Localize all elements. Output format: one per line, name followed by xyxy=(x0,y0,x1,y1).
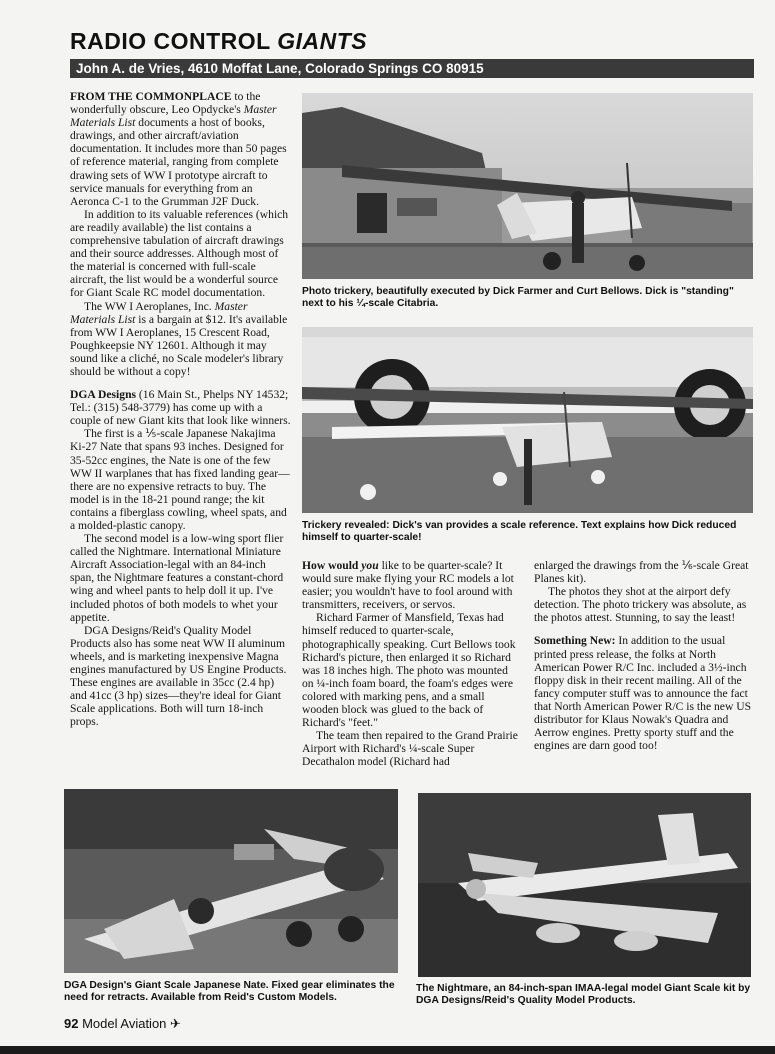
paragraph: The photos they shot at the airport defy detection. The photo trickery was absolute, as the photos attest. Stunning, to say the least! xyxy=(534,585,747,625)
photo-nate-image xyxy=(64,789,398,973)
photo-citabria-trickery xyxy=(302,93,753,279)
page-footer xyxy=(64,1016,181,1032)
paragraph: How would you like to be quarter-scale? It would sure make flying your RC models a lot easier; you wouldn't have to fool around with transmitters, receivers, or servos. xyxy=(302,559,514,612)
byline-bar xyxy=(70,59,754,78)
bottom-edge xyxy=(0,1046,775,1054)
paragraph: Something New: In addition to the usual printed press release, the folks at North American Power R/C Inc. included a 3½-inch floppy disk in their recent mailing. All of the fancy computer stuff was to announce the fact that North American Power R/C is the new US distributor for Klaus Nowak's Quadra and Aerrow engines. Pretty sporty stuff and the engines are darn good too! xyxy=(534,634,752,753)
photo-nakajima-nate xyxy=(64,789,398,973)
paragraph: Richard Farmer of Mansfield, Texas had himself reduced to quarter-scale, photographically speaking. Curt Bellows took Richard's picture, then enlarged it so Richard was 18 inches high. The photo was mounted on ¼-inch foam board, the foam's edges were colored with marking pens, and a small wooden block was glued to the back of Richard's "feet." xyxy=(302,611,516,730)
page-number: 92 xyxy=(64,1016,79,1031)
airplane-icon: ✈ xyxy=(170,1016,181,1031)
paragraph: The team then repaired to the Grand Prairie Airport with Richard's ¼-scale Super Decathalon model (Richard had xyxy=(302,729,518,769)
paragraph: The second model is a low-wing sport flier called the Nightmare. International Miniature Aircraft Association-legal with an 84-inch span, the Nightmare features a constant-chord wing and wheel pants to help doll it up. I've included photos of both models to whet your appetite. xyxy=(70,532,284,624)
title-main: RADIO CONTROL xyxy=(70,28,271,54)
paragraph: The WW I Aeroplanes, Inc. Master Materials List is a bargain at $12. It's available from WW I Aeroplanes, 15 Crescent Road, Poughkeepsie NY 12601. Although it may sound like a cliché, no Scale modeler's library should be without a copy! xyxy=(70,299,288,378)
photo-caption-van: Trickery revealed: Dick's van provides a scale reference. Text explains how Dick reduced himself to quarter-scale! xyxy=(302,520,737,543)
paragraph: In addition to its valuable references (which are readily available) the list contains a comprehensive tabulation of aircraft drawings and their source addresses. Although most of the material is concerned with full-scale aircraft, the list would be a wonderful source for Giant Scale RC model documentation. xyxy=(70,207,289,300)
paragraph: The first is a ⅕-scale Japanese Nakajima Ki-27 Nate that spans 93 inches. Designed for 35-52cc engines, the Nate is one of the few WW II warplanes that has fixed landing gear—there are no expensive retracts to buy. The model is in the 18-21 pound range; the kit contains a fiberglass cowling, wheel spats, and a molded-plastic canopy. xyxy=(70,427,290,532)
magazine-name: Model Aviation xyxy=(82,1016,167,1031)
left-column xyxy=(70,90,292,729)
title-italic: GIANTS xyxy=(277,28,368,54)
paragraph: enlarged the drawings from the ⅙-scale Great Planes kit). xyxy=(534,559,749,586)
photo-caption-citabria: Photo trickery, beautifully executed by Dick Farmer and Curt Bellows. Dick is "standing" next to his ¼-scale Citabria. xyxy=(302,286,734,309)
photo-nightmare-image xyxy=(418,793,751,977)
paragraph: FROM THE COMMONPLACE to the wonderfully obscure, Leo Opdycke's Master Materials List documents a host of books, drawings, and other aircraft/aviation documentation. It includes more than 50 pages of reference material, ranging from complete drawing sets of WW I prototype aircraft to service manuals for everything from an Aeronca C-1 to the Grumman J2F Duck. xyxy=(70,90,287,208)
right-column xyxy=(534,559,754,752)
byline: John A. de Vries, 4610 Moffat Lane, Colorado Springs CO 80915 xyxy=(76,61,484,76)
lead-in: DGA Designs xyxy=(70,388,137,402)
photo-caption-nate: DGA Design's Giant Scale Japanese Nate. Fixed gear eliminates the need for retracts. Available from Reid's Custom Models. xyxy=(64,980,395,1003)
photo-citabria-image xyxy=(302,93,753,279)
article-title xyxy=(70,28,367,55)
photo-van-reference xyxy=(302,327,753,513)
lead-in: Something New: xyxy=(534,634,616,648)
photo-nightmare xyxy=(418,793,751,977)
paragraph: DGA Designs/Reid's Quality Model Products also has some neat WW II aluminum wheels, and is marketing inexpensive Magna engines manufactured by US Engine Products. These engines are available in 35cc (2.4 hp) and 41cc (3 hp) sizes—they're ideal for Giant Scale applications. Both will turn 18-inch props. xyxy=(70,623,287,729)
photo-van-image xyxy=(302,327,753,513)
lead-in: FROM THE COMMONPLACE xyxy=(70,90,232,103)
paragraph: DGA Designs (16 Main St., Phelps NY 14532; Tel.: (315) 548-3779) has come up with a couple of new Giant kits that look like winners. xyxy=(70,388,291,428)
middle-column xyxy=(302,559,518,769)
photo-caption-nightmare: The Nightmare, an 84-inch-span IMAA-legal model Giant Scale kit by DGA Designs/Reid's Quality Model Products. xyxy=(416,983,751,1006)
